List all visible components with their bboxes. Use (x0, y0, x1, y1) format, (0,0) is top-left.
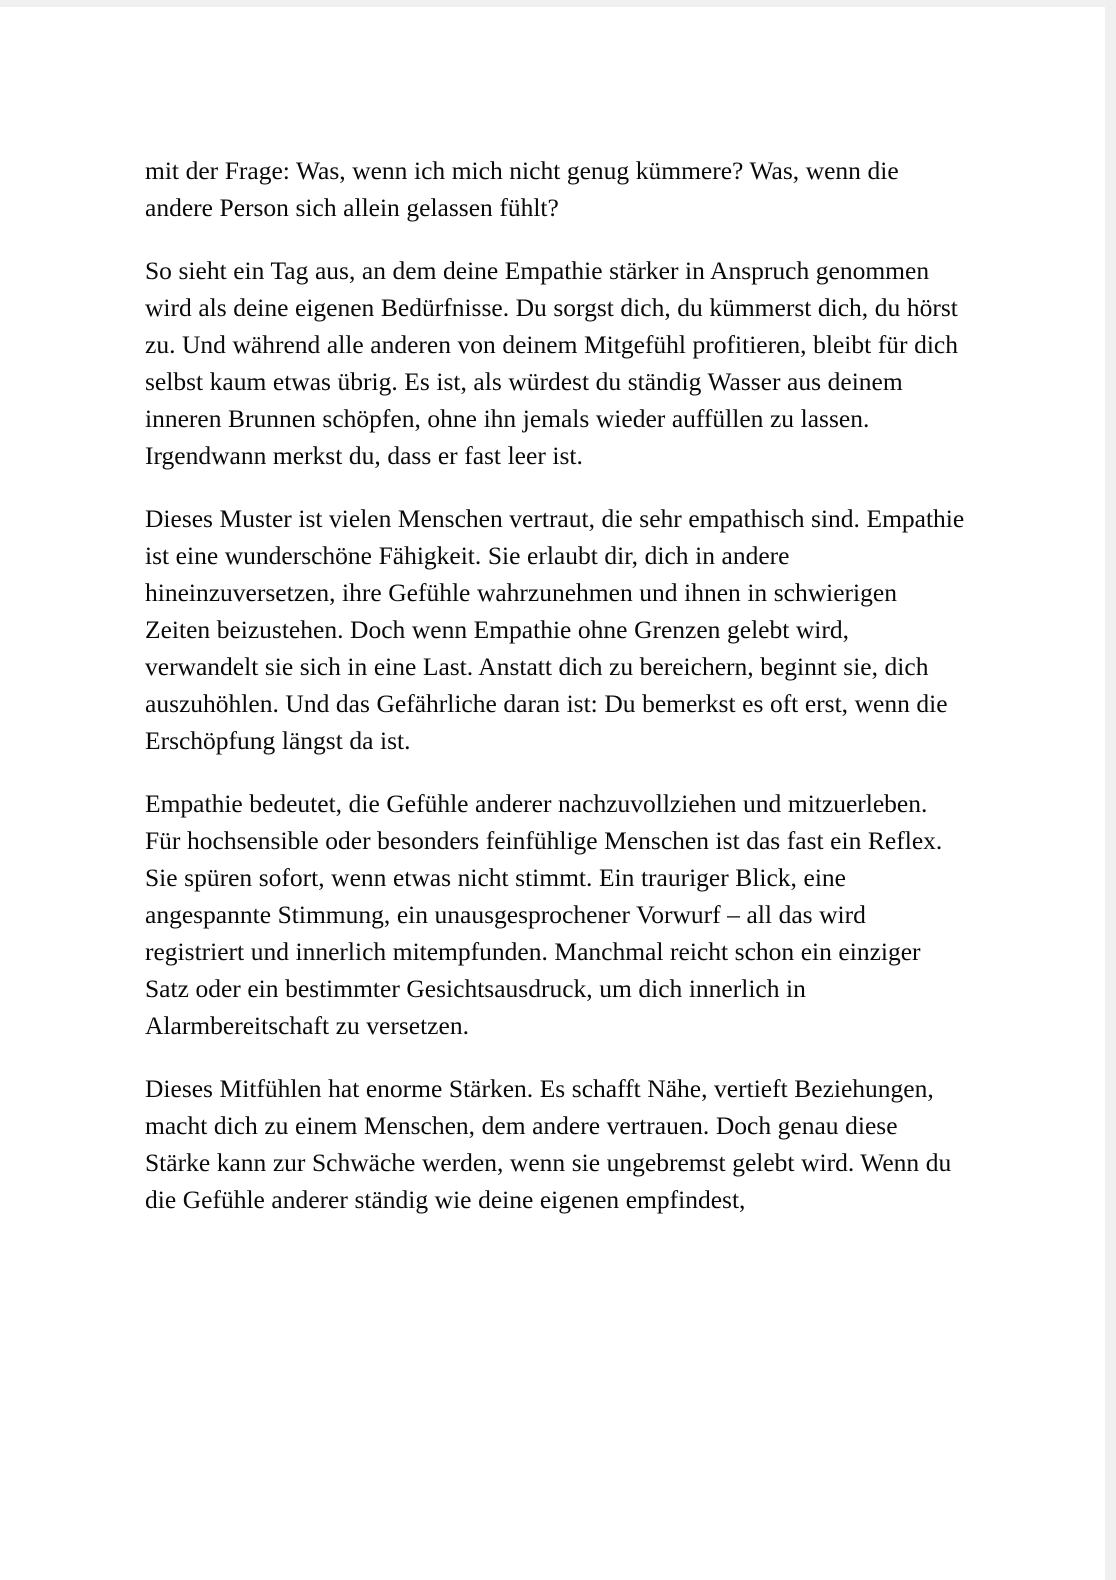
paragraph: mit der Frage: Was, wenn ich mich nicht genug kümmere? Was, wenn die andere Person sich allein gelassen fühlt? (145, 156, 899, 222)
paragraph: So sieht ein Tag aus, an dem deine Empathie stärker in Anspruch genommen wird als deine eigenen Bedürfnisse. Du sorgst dich, du kümmerst dich, du hörst zu. Und während alle anderen von deinem Mitgefühl profitieren, bleibt für dich selbst kaum etwas übrig. Es ist, als würdest du ständig Wasser aus deinem inneren Brunnen schöpfen, ohne ihn jemals wieder auffüllen zu lassen. Irgendwann merkst du, dass er fast leer ist. (145, 256, 958, 470)
paragraph: Empathie bedeutet, die Gefühle anderer nachzuvollziehen und mitzuerleben. Für hochsensible oder besonders feinfühlige Menschen ist das fast ein Reflex. Sie spüren sofort, wenn etwas nicht stimmt. Ein trauriger Blick, eine angespannte Stimmung, ein unausgesprochener Vorwurf – all das wird registriert und innerlich mitempfunden. Manchmal reicht schon ein einziger Satz oder ein bestimmter Gesichtsausdruck, um dich innerlich in Alarmbereitschaft zu versetzen. (145, 789, 943, 1040)
paragraph: Dieses Mitfühlen hat enorme Stärken. Es schafft Nähe, vertieft Beziehungen, macht dich zu einem Menschen, dem andere vertrauen. Doch genau diese Stärke kann zur Schwäche werden, wenn sie ungebremst gelebt wird. Wenn du die Gefühle anderer ständig wie deine eigenen empfindest, (145, 1074, 952, 1214)
paragraph: Dieses Muster ist vielen Menschen vertraut, die sehr empathisch sind. Empathie ist eine wunderschöne Fähigkeit. Sie erlaubt dir, dich in andere hineinzuversetzen, ihre Gefühle wahrzunehmen und ihnen in schwierigen Zeiten beizustehen. Doch wenn Empathie ohne Grenzen gelebt wird, verwandelt sie sich in eine Last. Anstatt dich zu bereichern, beginnt sie, dich auszuhöhlen. Und das Gefährliche daran ist: Du bemerkst es oft erst, wenn die Erschöpfung längst da ist. (145, 504, 965, 755)
page-sheet (0, 7, 1105, 1580)
document-text-column (145, 152, 965, 1218)
